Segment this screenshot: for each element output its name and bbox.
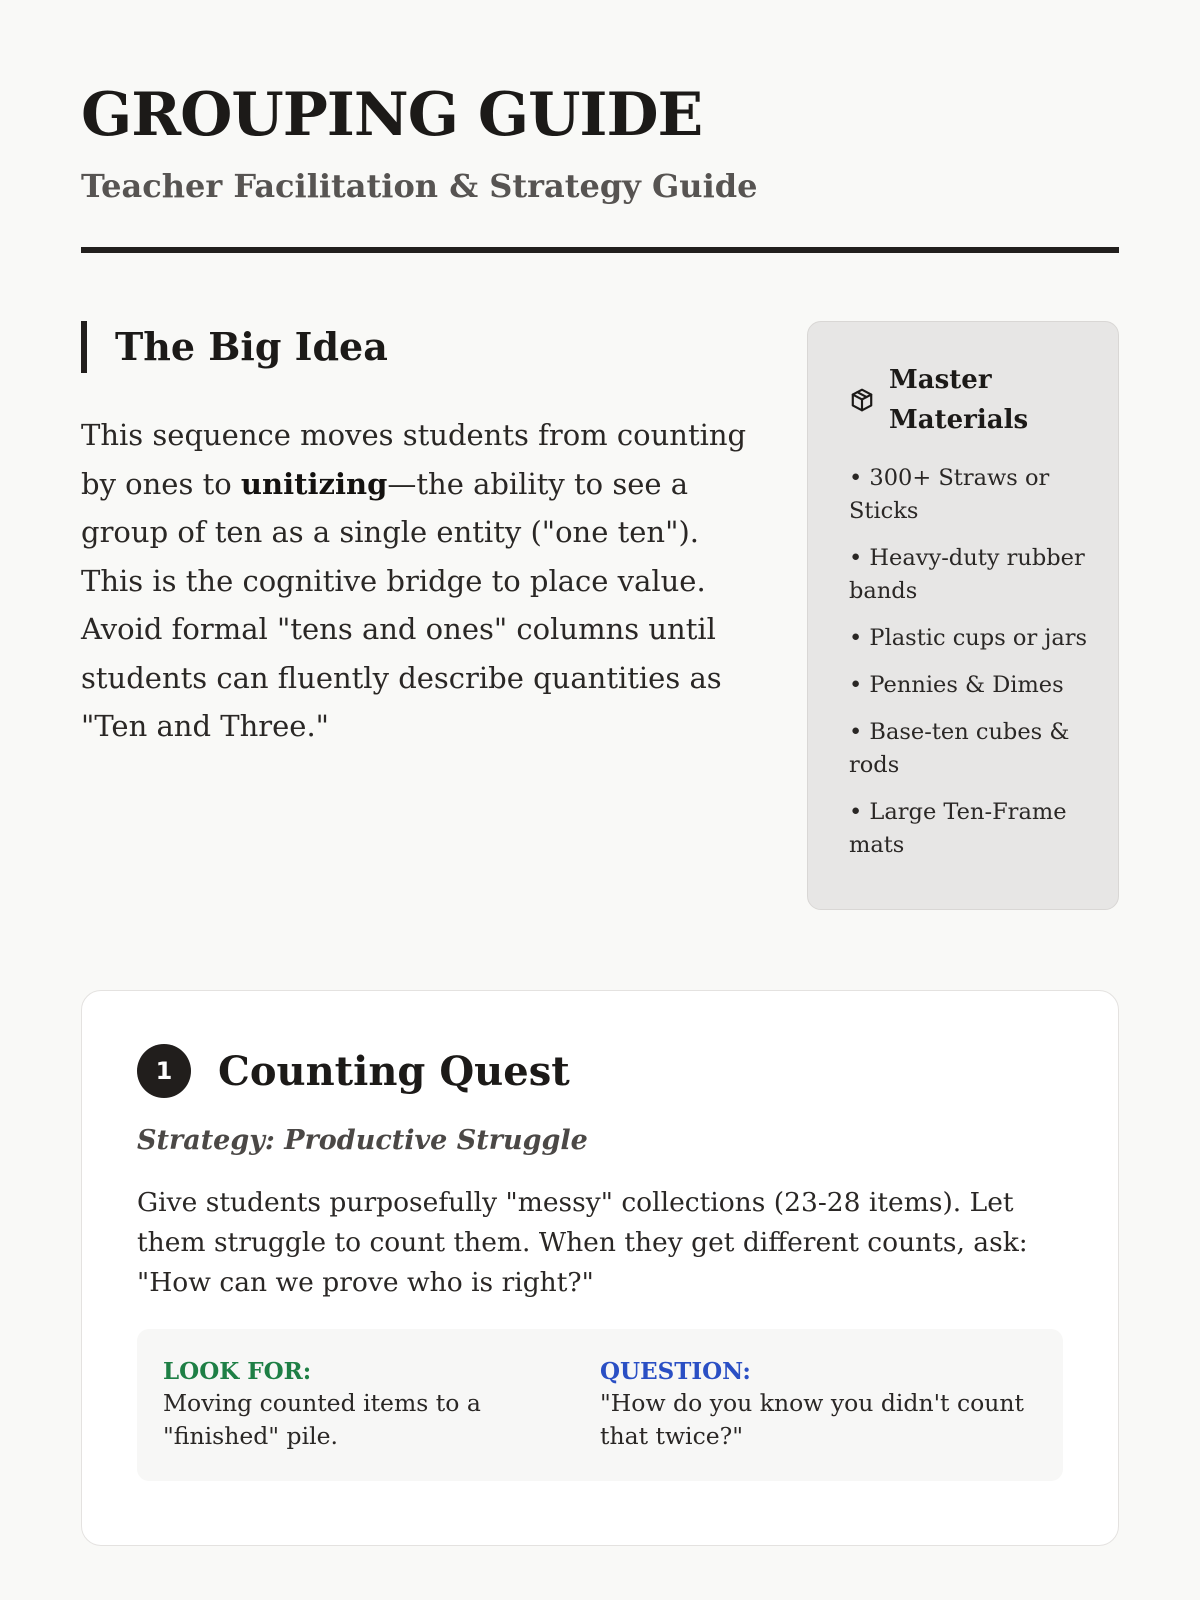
big-idea-keyword: unitizing <box>240 466 388 501</box>
materials-list <box>849 462 1092 862</box>
step-strategy: Strategy: Productive Struggle <box>137 1125 588 1156</box>
header-divider <box>81 247 1119 253</box>
step-card-header <box>137 1041 1063 1101</box>
big-idea-heading: The Big Idea <box>81 321 761 373</box>
materials-header <box>849 360 1092 440</box>
big-idea-text-end: —the ability to see a group of ten as a single entity ("one ten"). This is the cognitive bridge to place value. Avoid formal "tens and ones" columns until students can fluently describe quantities as "Ten and Three." <box>81 466 722 743</box>
materials-item: • Base-ten cubes & rods <box>849 719 1070 778</box>
step-card <box>81 990 1119 1546</box>
materials-panel <box>807 321 1119 910</box>
materials-item: • Pennies & Dimes <box>849 672 1064 698</box>
materials-item: • Large Ten-Frame mats <box>849 799 1067 858</box>
question-label: QUESTION: <box>600 1358 751 1385</box>
big-idea-section <box>81 321 761 910</box>
page-title: GROUPING GUIDE <box>81 80 703 150</box>
materials-item: • Plastic cups or jars <box>849 625 1088 651</box>
intro-section <box>81 321 1119 910</box>
look-for-label: LOOK FOR: <box>163 1358 312 1385</box>
question-tip <box>600 1357 1037 1453</box>
big-idea-text-start: This sequence moves students from counting by ones to <box>81 418 747 501</box>
big-idea-body <box>81 411 761 751</box>
step-number-badge: 1 <box>137 1044 191 1098</box>
materials-item: • Heavy-duty rubber bands <box>849 545 1085 604</box>
materials-title: Master Materials <box>889 365 1029 435</box>
materials-item: • 300+ Straws or Sticks <box>849 465 1050 524</box>
step-body: Give students purposefully "messy" collections (23-28 items). Let them struggle to count them. When they get different counts, ask: "How can we prove who is right?" <box>137 1187 1028 1298</box>
box-icon <box>849 387 875 413</box>
page-subtitle: Teacher Facilitation & Strategy Guide <box>81 167 758 205</box>
look-for-text: Moving counted items to a "finished" pile. <box>163 1389 481 1450</box>
question-text: "How do you know you didn't count that twice?" <box>600 1389 1024 1450</box>
page-header <box>81 0 1119 253</box>
look-for-tip <box>163 1357 600 1453</box>
step-tips <box>137 1329 1063 1481</box>
step-title: Counting Quest <box>218 1047 570 1095</box>
